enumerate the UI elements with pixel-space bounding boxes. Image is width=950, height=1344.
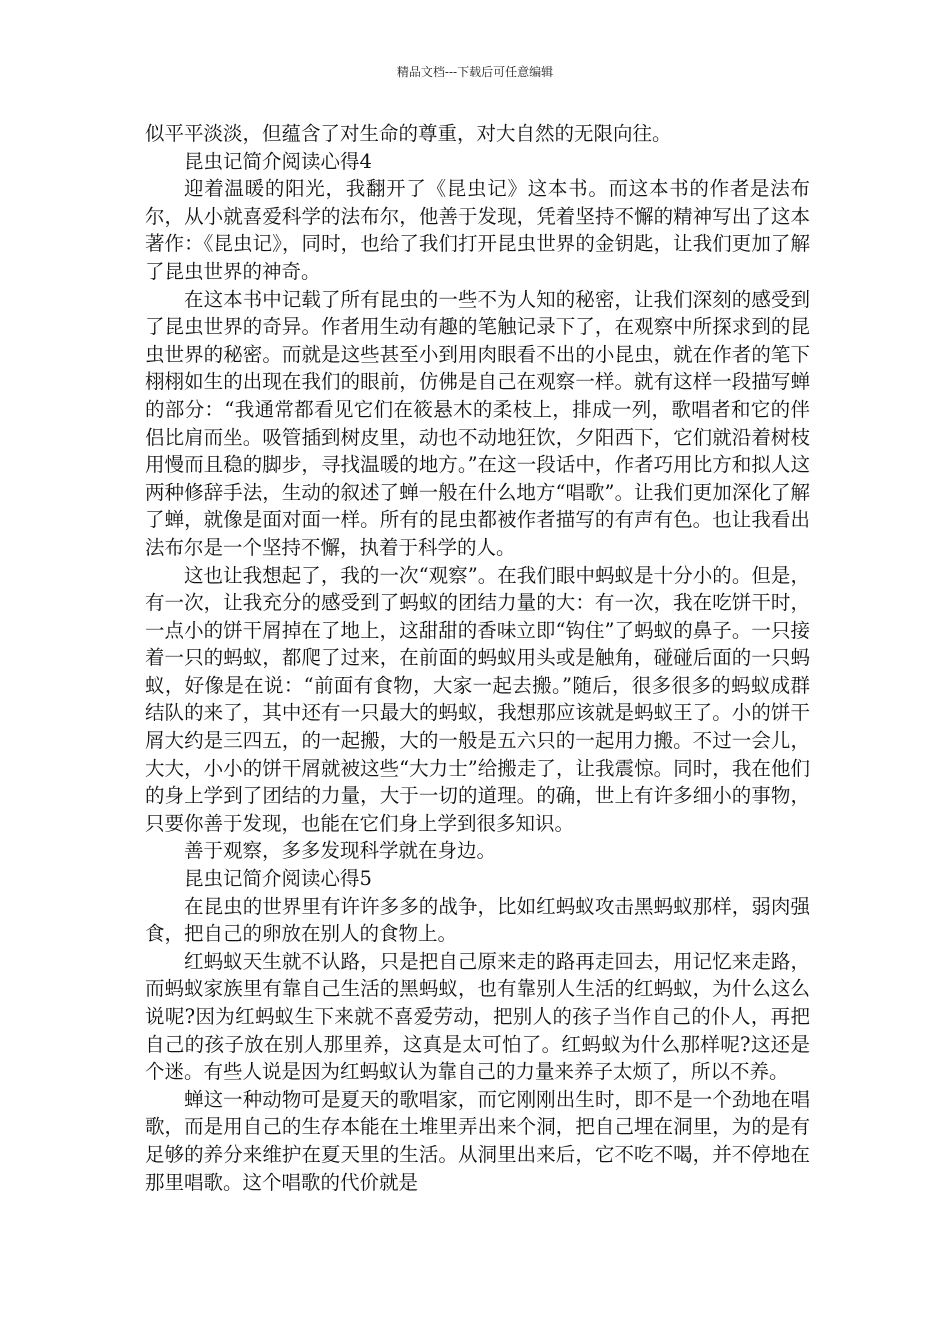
section-heading: 昆虫记简介阅读心得4 (184, 149, 372, 173)
paragraph: 似平平淡淡，但蕴含了对生命的尊重，对大自然的无限向往。 (145, 122, 672, 145)
paragraph: 善于观察，多多发现科学就在身边。 (184, 839, 497, 863)
paragraph: 在这本书中记载了所有昆虫的一些不为人知的秘密，让我们深刻的感受到了昆虫世界的奇异。作者用生动有趣的笔触记录下了，在观察中所探求到的昆虫世界的秘密。而就是这些甚至小到用肉眼看不出的小昆虫，就在作者的笔下栩栩如生的出现在我们的眼前，仿佛是自己在观察一样。就有这样一段描写蝉的部分：“我通常都看见它们在筱悬木的柔枝上，排成一列，歌唱者和它的伴侣比肩而坐。吸管插到树皮里，动也不动地狂饮，夕阳西下，它们就沿着树枝用慢而且稳的脚步，寻找温暖的地方。”在这一段话中，作者巧用比方和拟人这两种修辞手法，生动的叙述了蝉一般在什么地方“唱歌”。让我们更加深化了解了蝉，就像是面对面一样。所有的昆虫都被作者描写的有声有色。也让我看出法布尔是一个坚持不懈，执着于科学的人。 (145, 287, 810, 559)
paragraph: 蝉这一种动物可是夏天的歌唱家，而它刚刚出生时，即不是一个劲地在唱歌，而是用自己的生存本能在土堆里弄出来个洞，把自己埋在洞里，为的是有足够的养分来维护在夏天里的生活。从洞里出来后，它不吃不喝，并不停地在那里唱歌。这个唱歌的代价就是 (145, 1087, 810, 1194)
paragraph: 迎着温暖的阳光，我翻开了《昆虫记》这本书。而这本书的作者是法布尔，从小就喜爱科学的法布尔，他善于发现，凭着坚持不懈的精神写出了这本著作：《昆虫记》，同时，也给了我们打开昆虫世界的金钥匙，让我们更加了解了昆虫世界的神奇。 (145, 177, 810, 283)
paragraph: 这也让我想起了，我的一次“观察”。在我们眼中蚂蚁是十分小的。但是，有一次，让我充分的感受到了蚂蚁的团结力量的大：有一次，我在吃饼干时，一点小的饼干屑掉在了地上，这甜甜的香味立即“钩住”了蚂蚁的鼻子。一只接着一只的蚂蚁，都爬了过来，在前面的蚂蚁用头或是触角，碰碰后面的一只蚂蚁，好像是在说：“前面有食物，大家一起去搬。”随后，很多很多的蚂蚁成群结队的来了，其中还有一只最大的蚂蚁，我想那应该就是蚂蚁王了。小的饼干屑大约是三四五，的一起搬，大的一般是五六只的一起用力搬。不过一会儿，大大，小小的饼干屑就被这些“大力士”给搬走了，让我震惊。同时，我在他们的身上学到了团结的力量，大于一切的道理。的确，世上有许多细小的事物，只要你善于发现，也能在它们身上学到很多知识。 (145, 563, 810, 835)
document-body (145, 120, 810, 1196)
section-heading: 昆虫记简介阅读心得5 (184, 867, 372, 891)
paragraph: 在昆虫的世界里有许许多多的战争，比如红蚂蚁攻击黑蚂蚁那样，弱肉强食，把自己的卵放在别人的食物上。 (145, 894, 810, 946)
paragraph: 红蚂蚁天生就不认路，只是把自己原来走的路再走回去，用记忆来走路，而蚂蚁家族里有靠自己生活的黑蚂蚁，也有靠别人生活的红蚂蚁，为什么这么说呢?因为红蚂蚁生下来就不喜爱劳动，把别人的孩子当作自己的仆人，再把自己的孩子放在别人那里养，这真是太可怕了。红蚂蚁为什么那样呢?这还是个迷。有些人说是因为红蚂蚁认为靠自己的力量来养子太烦了，所以不养。 (145, 949, 810, 1084)
page-header: 精品文档---下载后可任意编辑 (396, 65, 554, 79)
